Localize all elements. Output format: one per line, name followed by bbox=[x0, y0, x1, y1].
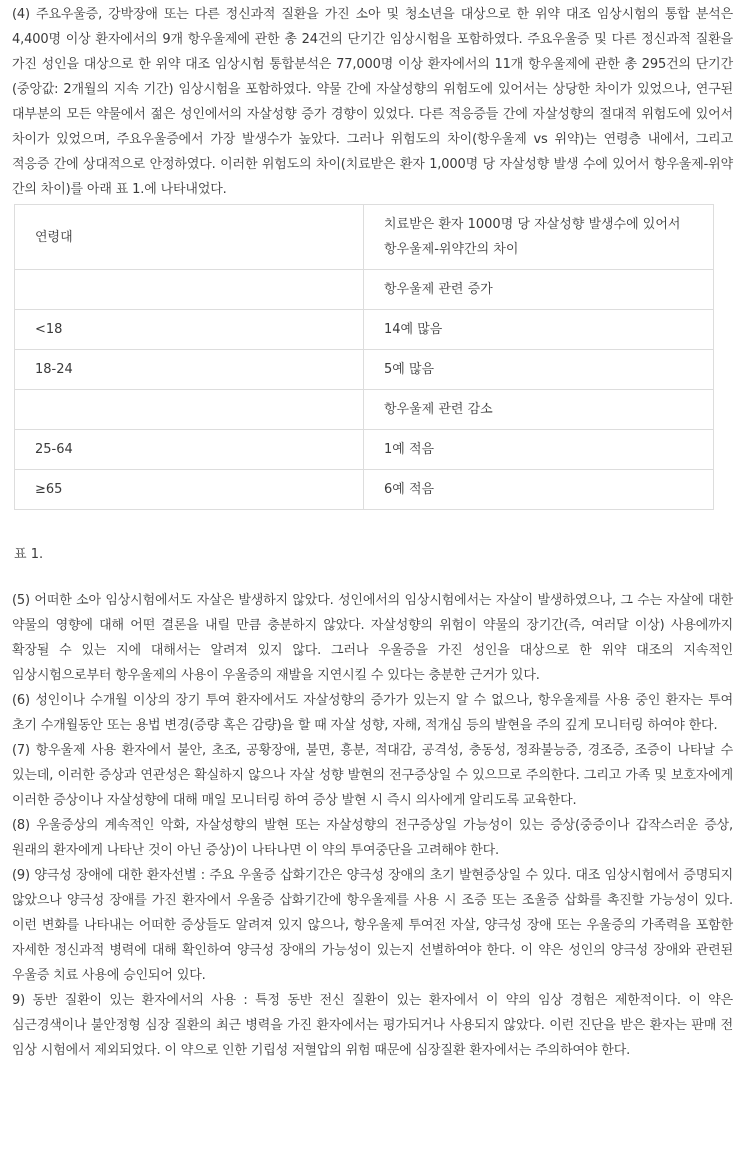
age-cell: <18 bbox=[15, 310, 364, 350]
age-cell bbox=[15, 390, 364, 430]
age-cell bbox=[15, 270, 364, 310]
header-risk-difference: 치료받은 환자 1000명 당 자살성향 발생수에 있어서 항우울제-위약간의 차이 bbox=[364, 205, 714, 270]
age-cell: 18-24 bbox=[15, 350, 364, 390]
value-cell: 항우울제 관련 감소 bbox=[364, 390, 714, 430]
precautions-sections bbox=[12, 588, 733, 1063]
section-paragraph: (6) 성인이나 수개월 이상의 장기 투여 환자에서도 자살성향의 증가가 있는지 알 수 없으나, 항우울제를 사용 중인 환자는 투여 초기 수개월동안 또는 용법 변경(증량 혹은 감량)을 할 때 자살 성향, 자해, 적개심 등의 발현을 주의 깊게 모니터링 하여야 한다. bbox=[12, 693, 733, 733]
table-row bbox=[15, 430, 714, 470]
table-row bbox=[15, 310, 714, 350]
table-row bbox=[15, 390, 714, 430]
value-cell: 항우울제 관련 증가 bbox=[364, 270, 714, 310]
section-paragraph: 9) 동반 질환이 있는 환자에서의 사용 : 특정 동반 전신 질환이 있는 환자에서 이 약의 임상 경험은 제한적이다. 이 약은 심근경색이나 불안정형 심장 질환의 최근 병력을 가진 환자에서는 평가되거나 사용되지 않았다. 이런 진단을 받은 환자는 판매 전 임상 시험에서 제외되었다. 이 약으로 인한 기립성 저혈압의 위험 때문에 심장질환 환자에서는 주의하여야 한다. bbox=[12, 993, 733, 1058]
value-cell: 6예 적음 bbox=[364, 470, 714, 510]
table-caption: 표 1. bbox=[14, 547, 44, 562]
section-paragraph: (9) 양극성 장애에 대한 환자선별 : 주요 우울증 삽화기간은 양극성 장애의 초기 발현증상일 수 있다. 대조 임상시험에서 증명되지 않았으나 양극성 장애를 가진 환자에서 우울증 삽화기간에 항우울제를 사용 시 조증 또는 조울증 삽화를 촉진할 가능성이 있다. 이런 변화를 나타내는 어떠한 증상들도 알려져 있지 않으나, 항우울제 투여전 자살, 양극성 장애 또는 우울증의 가족력을 포함한 자세한 정신과적 병력에 대해 확인하여 양극성 장애의 가능성이 있는지 선별하여야 한다. 이 약은 성인의 양극성 장애와 관련된 우울증 치료 사용에 승인되어 있다. bbox=[12, 868, 733, 983]
value-cell: 14예 많음 bbox=[364, 310, 714, 350]
age-cell: 25-64 bbox=[15, 430, 364, 470]
value-cell: 1예 적음 bbox=[364, 430, 714, 470]
table-row bbox=[15, 350, 714, 390]
risk-difference-table bbox=[14, 204, 714, 510]
table-header-row bbox=[15, 205, 714, 270]
age-cell: ≥65 bbox=[15, 470, 364, 510]
table-row bbox=[15, 470, 714, 510]
table-row bbox=[15, 270, 714, 310]
section-paragraph: (5) 어떠한 소아 임상시험에서도 자살은 발생하지 않았다. 성인에서의 임상시험에서는 자살이 발생하였으나, 그 수는 자살에 대한 약물의 영향에 대해 어떤 결론을 내릴 만큼 충분하지 않았다. 자살성향의 위험이 약물의 장기간(즉, 여러달 이상) 사용에까지 확장될 수 있는 지에 대해서는 알려져 있지 않다. 그러나 우울증을 가진 성인을 대상으로 한 위약 대조의 지속적인 임상시험으로부터 항우울제의 사용이 우울증의 재발을 지연시킬 수 있다는 충분한 근거가 있다. bbox=[12, 593, 733, 683]
value-cell: 5예 많음 bbox=[364, 350, 714, 390]
section-paragraph: (8) 우울증상의 계속적인 악화, 자살성향의 발현 또는 자살성향의 전구증상일 가능성이 있는 증상(중증이나 갑작스러운 증상, 원래의 환자에게 나타난 것이 아닌 증상)이 나타나면 이 약의 투여중단을 고려해야 한다. bbox=[12, 818, 733, 858]
header-age-group: 연령대 bbox=[15, 205, 364, 270]
section-paragraph: (7) 항우울제 사용 환자에서 불안, 초조, 공황장애, 불면, 흥분, 적대감, 공격성, 충동성, 정좌불능증, 경조증, 조증이 나타날 수 있는데, 이러한 증상과 연관성은 확실하지 않으나 자살 성향 발현의 전구증상일 수 있으므로 주의한다. 그리고 가족 및 보호자에게 이러한 증상이나 자살성향에 대해 매일 모니터링 하여 증상 발현 시 즉시 의사에게 알리도록 교육한다. bbox=[12, 743, 733, 808]
intro-paragraph: (4) 주요우울증, 강박장애 또는 다른 정신과적 질환을 가진 소아 및 청소년을 대상으로 한 위약 대조 임상시험의 통합 분석은 4,400명 이상 환자에서의 9개 항우울제에 관한 총 24건의 단기간 임상시험을 포함하였다. 주요우울증 및 다른 정신과적 질환을 가진 성인을 대상으로 한 위약 대조 임상시험 통합분석은 77,000명 이상 환자에서의 11개 항우울제에 관한 총 295건의 단기간(중앙값: 2개월의 지속 기간) 임상시험을 포함하였다. 약물 간에 자살성향의 위험도에 있어서는 상당한 차이가 있었으나, 연구된 대부분의 모든 약물에서 젊은 성인에서의 자살성향 증가 경향이 있었다. 다른 적응증들 간에 자살성향의 절대적 위험도에 있어서 차이가 있었으며, 주요우울증에서 가장 발생수가 높았다. 그러나 위험도의 차이(항우울제 vs 위약)는 연령층 내에서, 그리고 적응증 간에 상대적으로 안정하였다. 이러한 위험도의 차이(치료받은 환자 1,000명 당 자살성향 발생 수에 있어서 항우울제-위약 간의 차이)를 아래 표 1.에 나타내었다. bbox=[12, 7, 733, 197]
